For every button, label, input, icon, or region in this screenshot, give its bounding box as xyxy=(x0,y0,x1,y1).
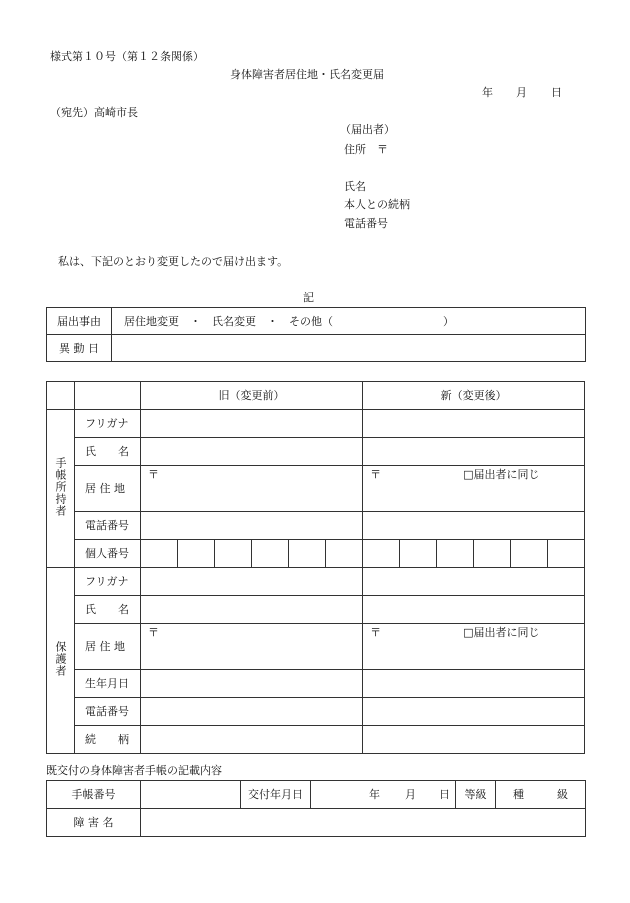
form-title: 身体障害者居住地・氏名変更届 xyxy=(230,68,384,81)
holder-furigana-new[interactable] xyxy=(363,410,585,438)
personal-no-digit[interactable] xyxy=(326,540,363,568)
holder-address-old[interactable] xyxy=(141,466,363,512)
guardian-birth-label: 生年月日 xyxy=(75,670,141,698)
personal-no-digit[interactable] xyxy=(215,540,252,568)
reason-options[interactable]: 居住地変更 ・ 氏名変更 ・ その他（ ） xyxy=(112,308,586,335)
guardian-name-label: 氏 名 xyxy=(75,596,141,624)
techo-no-label: 手帳番号 xyxy=(47,781,141,809)
guardian-name-new[interactable] xyxy=(363,596,585,624)
guardian-address-old[interactable] xyxy=(141,624,363,670)
holder-name-new[interactable] xyxy=(363,438,585,466)
personal-no-digit[interactable] xyxy=(141,540,178,568)
holder-furigana-label: フリガナ xyxy=(75,410,141,438)
grade-label: 等級 xyxy=(456,781,496,809)
reason-table xyxy=(46,307,586,362)
guardian-furigana-new[interactable] xyxy=(363,568,585,596)
ki-label: 記 xyxy=(303,291,314,304)
guardian-phone-label: 電話番号 xyxy=(75,698,141,726)
statement: 私は、下記のとおり変更したので届け出ます。 xyxy=(58,255,289,268)
applicant-relation: 本人との続柄 xyxy=(344,198,410,211)
postal-mark: 〒 xyxy=(370,468,382,481)
holder-personal-no-label: 個人番号 xyxy=(75,540,141,568)
personal-no-digit[interactable] xyxy=(400,540,437,568)
same-as-applicant-checkbox[interactable]: □届出者に同じ xyxy=(463,626,540,639)
kind-field[interactable]: 種 級 xyxy=(496,781,586,809)
applicant-phone: 電話番号 xyxy=(344,217,388,230)
guardian-group-cell xyxy=(47,568,75,754)
issue-year: 年 xyxy=(369,788,380,801)
reason-label: 届出事由 xyxy=(47,308,112,335)
guardian-group-label: 保護者 xyxy=(54,641,67,677)
techo-table xyxy=(46,780,586,837)
holder-furigana-old[interactable] xyxy=(141,410,363,438)
issue-month: 月 xyxy=(405,788,416,801)
col-new-header: 新（変更後） xyxy=(363,382,585,410)
guardian-furigana-old[interactable] xyxy=(141,568,363,596)
issue-date-field[interactable] xyxy=(311,781,456,809)
corner-cell xyxy=(75,382,141,410)
holder-phone-old[interactable] xyxy=(141,512,363,540)
personal-no-digit[interactable] xyxy=(437,540,474,568)
personal-no-digit[interactable] xyxy=(548,540,585,568)
guardian-furigana-label: フリガナ xyxy=(75,568,141,596)
guardian-address-label: 居 住 地 xyxy=(75,624,141,670)
holder-name-old[interactable] xyxy=(141,438,363,466)
corner-cell xyxy=(47,382,75,410)
holder-address-label: 居 住 地 xyxy=(75,466,141,512)
guardian-birth-new[interactable] xyxy=(363,670,585,698)
holder-phone-new[interactable] xyxy=(363,512,585,540)
personal-no-digit[interactable] xyxy=(178,540,215,568)
holder-group-cell xyxy=(47,410,75,568)
holder-name-label: 氏 名 xyxy=(75,438,141,466)
guardian-relation-label: 続 柄 xyxy=(75,726,141,754)
change-date-field[interactable] xyxy=(112,335,586,362)
personal-no-digit[interactable] xyxy=(289,540,326,568)
personal-no-digit[interactable] xyxy=(511,540,548,568)
personal-no-digit[interactable] xyxy=(363,540,400,568)
personal-no-digit[interactable] xyxy=(252,540,289,568)
guardian-name-old[interactable] xyxy=(141,596,363,624)
postal-mark: 〒 xyxy=(370,626,382,639)
personal-no-digit[interactable] xyxy=(474,540,511,568)
change-date-label: 異 動 日 xyxy=(47,335,112,362)
date-day: 日 xyxy=(551,86,562,99)
disability-label: 障 害 名 xyxy=(47,809,141,837)
same-as-applicant-checkbox[interactable]: □届出者に同じ xyxy=(463,468,540,481)
postal-mark: 〒 xyxy=(148,468,159,481)
form-number: 様式第１０号（第１２条関係） xyxy=(50,50,204,63)
addressee: （宛先）高崎市長 xyxy=(50,106,138,119)
holder-phone-label: 電話番号 xyxy=(75,512,141,540)
techo-no-field[interactable] xyxy=(141,781,241,809)
guardian-phone-new[interactable] xyxy=(363,698,585,726)
date-month: 月 xyxy=(516,86,527,99)
col-old-header: 旧（変更前） xyxy=(141,382,363,410)
guardian-address-new[interactable] xyxy=(363,624,585,670)
issued-techo-heading: 既交付の身体障害者手帳の記載内容 xyxy=(46,764,222,777)
holder-group-label: 手帳所持者 xyxy=(54,457,67,517)
change-table xyxy=(46,381,585,754)
guardian-birth-old[interactable] xyxy=(141,670,363,698)
issue-date-label: 交付年月日 xyxy=(241,781,311,809)
guardian-relation-old[interactable] xyxy=(141,726,363,754)
applicant-name: 氏名 xyxy=(344,180,366,193)
applicant-address: 住所 〒 xyxy=(344,143,388,156)
guardian-relation-new[interactable] xyxy=(363,726,585,754)
issue-day: 日 xyxy=(439,788,450,801)
guardian-phone-old[interactable] xyxy=(141,698,363,726)
disability-field[interactable] xyxy=(141,809,586,837)
date-year: 年 xyxy=(482,86,493,99)
holder-address-new[interactable] xyxy=(363,466,585,512)
postal-mark: 〒 xyxy=(148,626,159,639)
applicant-heading: （届出者） xyxy=(340,123,395,136)
